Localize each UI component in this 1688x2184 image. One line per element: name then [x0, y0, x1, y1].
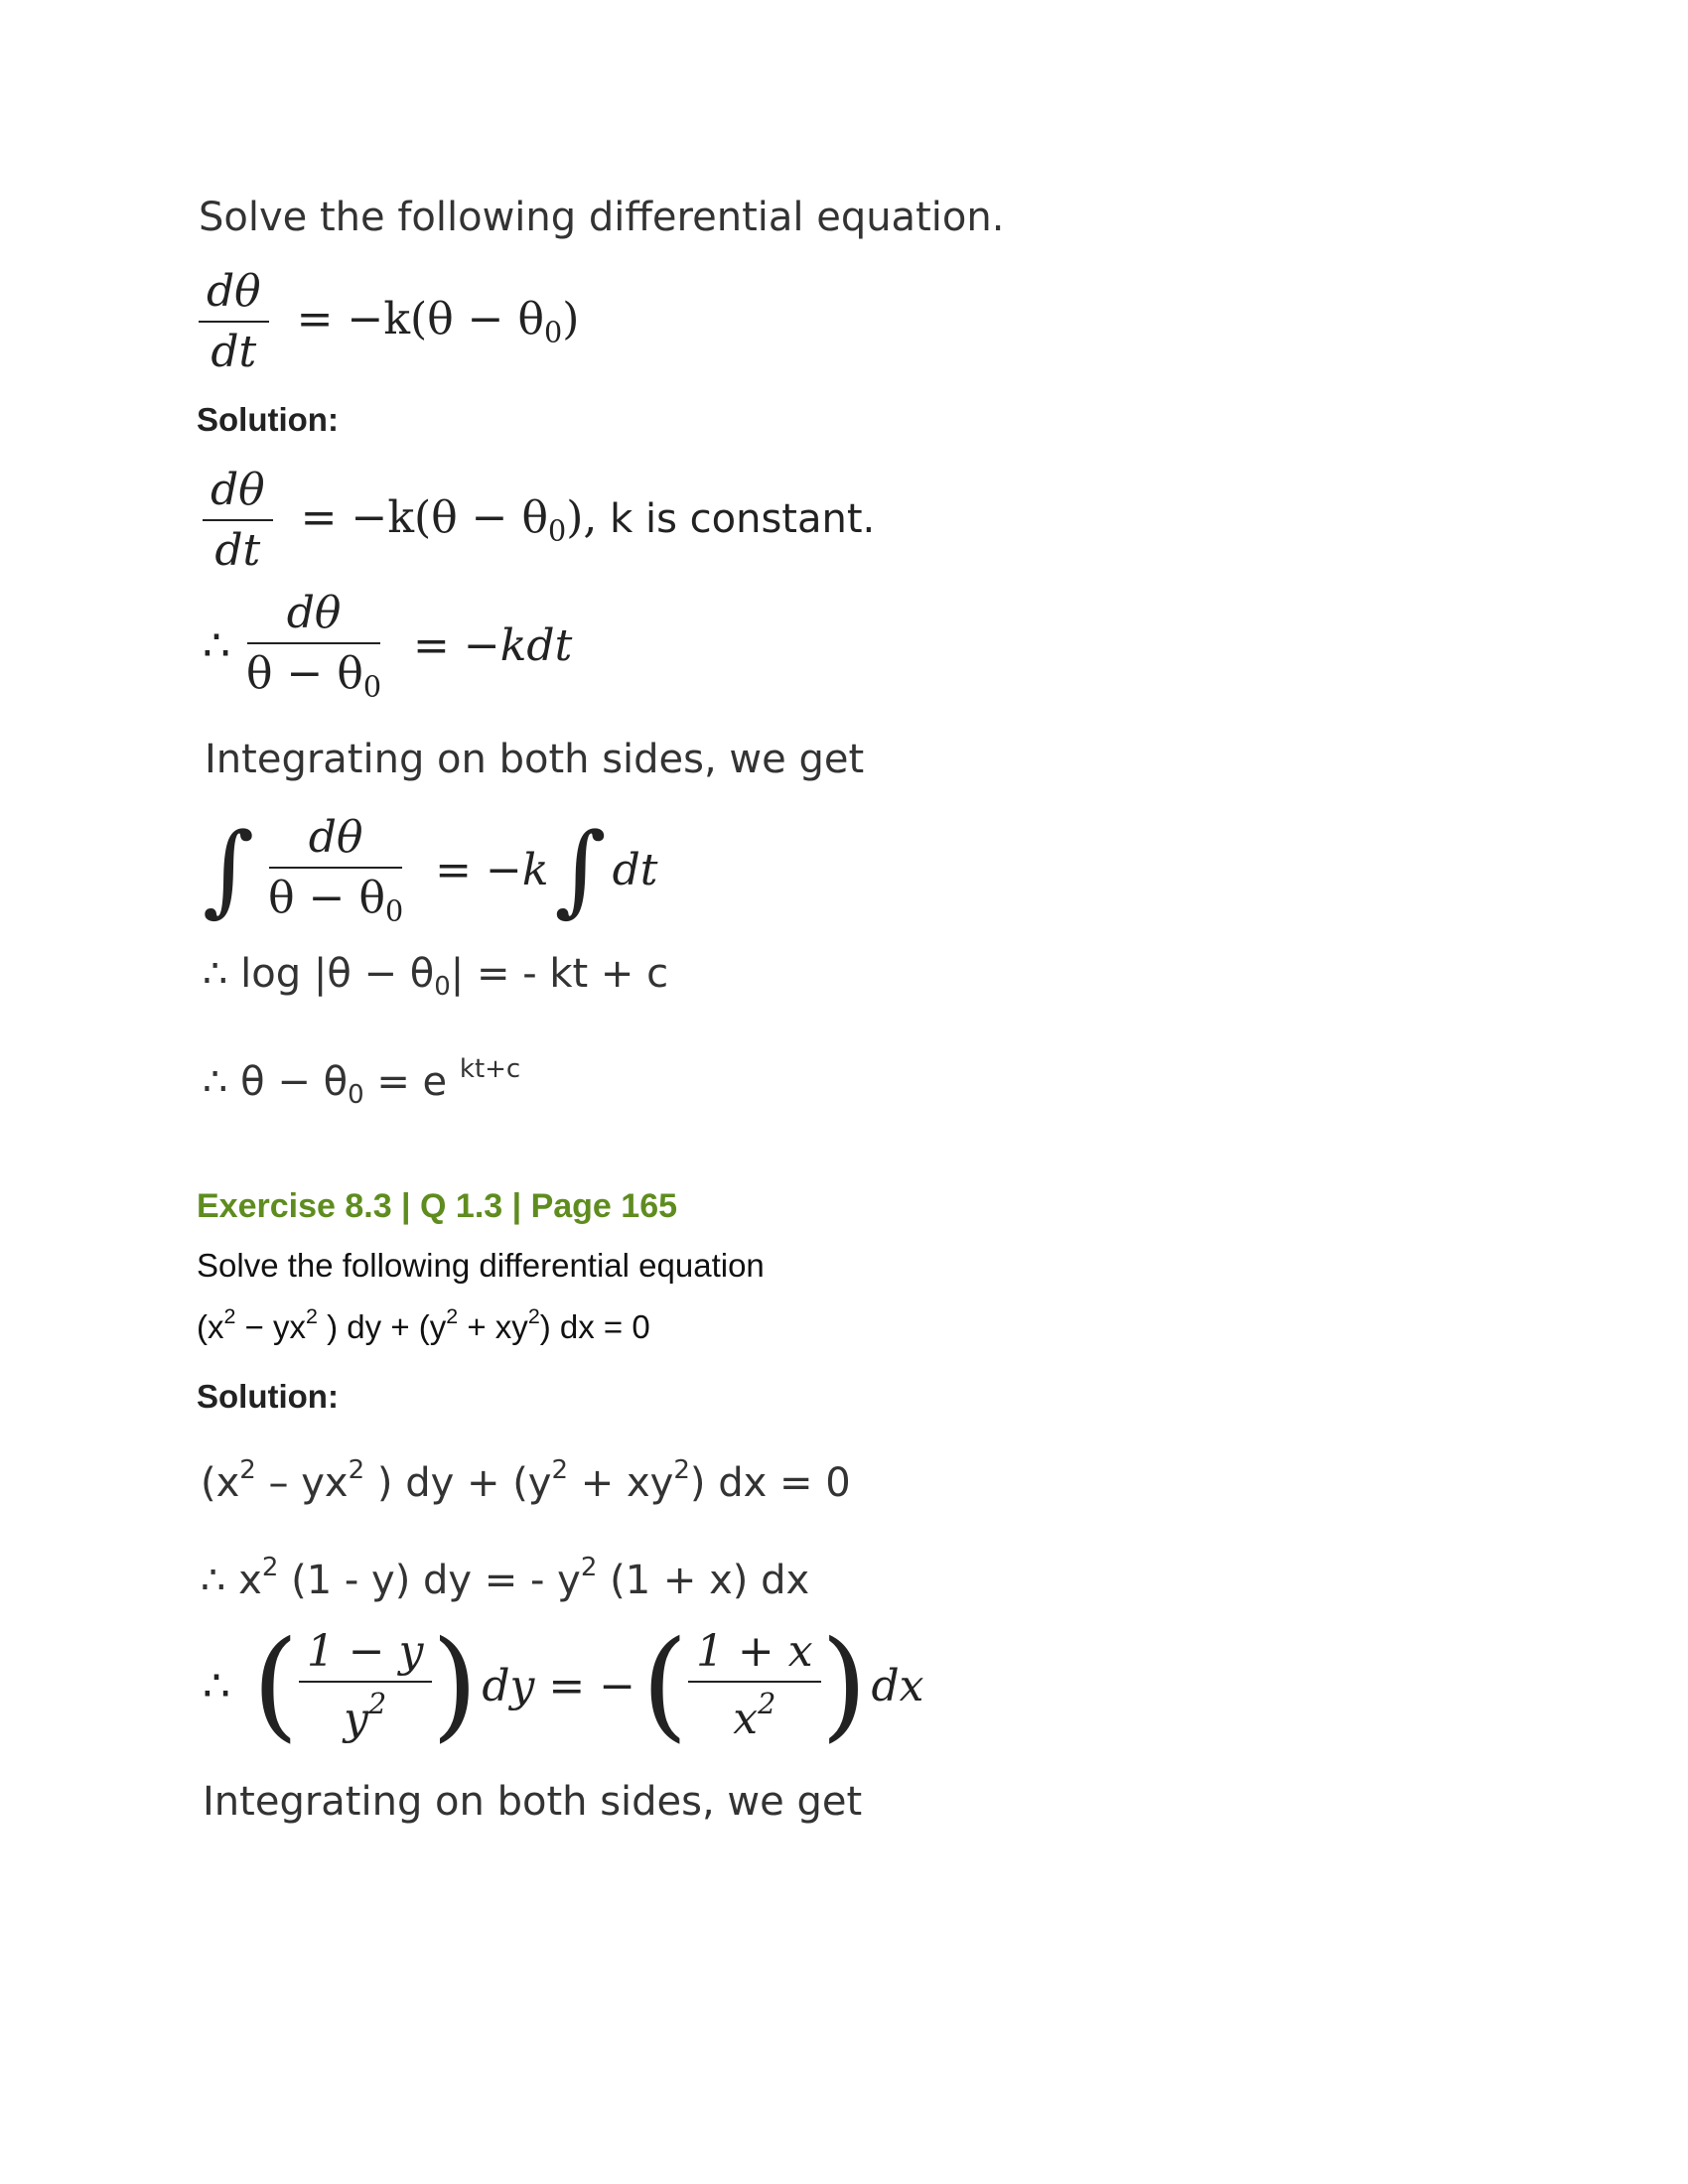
eq-part: ) dy + (y	[317, 1308, 447, 1345]
eq-part: (x	[201, 1460, 240, 1507]
subscript: 0	[362, 669, 382, 704]
fraction-denominator: dt	[211, 327, 257, 377]
rhs-text: = −k(θ − θ	[300, 492, 549, 544]
fraction-numerator: dθ	[269, 812, 403, 869]
differential-dx: dx	[871, 1660, 924, 1711]
fraction-numerator: dθ	[203, 465, 273, 521]
exp-base: = e	[363, 1059, 460, 1106]
therefore-symbol: ∴	[203, 1660, 230, 1711]
superscript: 2	[673, 1455, 690, 1485]
solution2-line-1	[201, 1455, 851, 1506]
superscript: 2	[223, 1304, 236, 1328]
superscript: 2	[446, 1304, 459, 1328]
equation-rhs	[301, 492, 876, 548]
superscript: 2	[551, 1455, 569, 1485]
fraction-denominator	[336, 1683, 394, 1744]
integral-equation	[203, 812, 658, 928]
subscript: 0	[548, 513, 567, 548]
equals-minus: = −	[548, 1660, 636, 1711]
fraction-denominator	[725, 1683, 783, 1744]
prompt-text: Solve the following differential equation.	[199, 195, 1005, 240]
fraction-numerator: 1 + x	[688, 1626, 821, 1683]
log-rhs: | = - kt + c	[450, 951, 669, 997]
exercise-header: Exercise 8.3 | Q 1.3 | Page 165	[197, 1187, 678, 1225]
subscript: 0	[348, 1079, 364, 1110]
fraction-denominator	[260, 869, 411, 928]
equation-rhs	[297, 294, 580, 349]
equation-rhs: = −kdt	[413, 619, 573, 671]
solution-label-2: Solution:	[197, 1378, 339, 1415]
integral-sign: ∫	[203, 811, 255, 928]
den-text: θ − θ	[268, 873, 385, 923]
left-paren: (	[252, 1616, 299, 1754]
integrating-text: Integrating on both sides, we get	[205, 737, 865, 782]
close-paren: )	[562, 294, 580, 345]
right-paren: )	[820, 1616, 868, 1754]
close-paren: ),	[566, 492, 598, 544]
given-equation	[199, 266, 579, 377]
solution-line-2	[203, 588, 572, 704]
eq-part: − yx	[235, 1308, 307, 1345]
fraction-numerator: 1 − y	[299, 1626, 432, 1683]
eq-part: + xy	[458, 1308, 528, 1345]
therefore-symbol: ∴	[203, 619, 230, 671]
superscript: 2	[527, 1304, 540, 1328]
solution-line-1	[203, 465, 875, 576]
superscript: 2	[239, 1455, 256, 1485]
fraction-numerator: dθ	[247, 588, 381, 644]
equation-tail: dt	[612, 844, 658, 895]
exercise-equation	[197, 1304, 650, 1346]
fraction-denominator: dt	[214, 525, 261, 576]
fraction-numerator: dθ	[199, 266, 269, 323]
eq-part: + xy	[568, 1460, 674, 1507]
superscript: 2	[758, 1687, 776, 1721]
left-paren: (	[641, 1616, 688, 1754]
rhs-text: = −k(θ − θ	[296, 294, 545, 345]
log-line	[203, 951, 668, 1002]
exp-line	[203, 1054, 520, 1110]
exp-text: ∴ θ − θ	[203, 1059, 349, 1106]
integral-sign: ∫	[554, 811, 607, 928]
superscript: 2	[368, 1687, 387, 1721]
exercise-prompt: Solve the following differential equation	[197, 1247, 765, 1284]
eq-part: ) dx = 0	[539, 1308, 650, 1345]
den-text: y	[344, 1694, 368, 1745]
den-text: θ − θ	[246, 648, 363, 699]
eq-part: (1 - y) dy = - y	[278, 1558, 581, 1604]
fraction-denominator	[238, 644, 389, 704]
subscript: 0	[384, 893, 404, 928]
subscript: 0	[434, 971, 451, 1002]
eq-part: ) dx = 0	[689, 1460, 851, 1507]
integrating-text-2: Integrating on both sides, we get	[203, 1779, 863, 1825]
log-text: ∴ log |θ − θ	[203, 951, 435, 997]
equation-mid: = −k	[435, 844, 549, 895]
subscript: 0	[544, 315, 563, 349]
eq-part: ∴ x	[201, 1558, 262, 1604]
superscript: 2	[348, 1455, 365, 1485]
superscript: 2	[580, 1553, 598, 1582]
eq-part: (x	[197, 1308, 224, 1345]
constant-note: k is constant.	[597, 496, 876, 543]
eq-part: (1 + x) dx	[597, 1558, 810, 1604]
eq-part: – yx	[255, 1460, 349, 1507]
den-text: x	[733, 1694, 759, 1745]
solution2-line-3	[203, 1616, 924, 1754]
superscript: 2	[261, 1553, 279, 1582]
solution-label: Solution:	[197, 401, 339, 438]
solution2-line-2	[201, 1553, 809, 1603]
differential-dy: dy	[482, 1660, 535, 1711]
superscript: kt+c	[459, 1054, 521, 1084]
eq-part: ) dy + (y	[364, 1460, 552, 1507]
right-paren: )	[431, 1616, 479, 1754]
superscript: 2	[306, 1304, 318, 1328]
